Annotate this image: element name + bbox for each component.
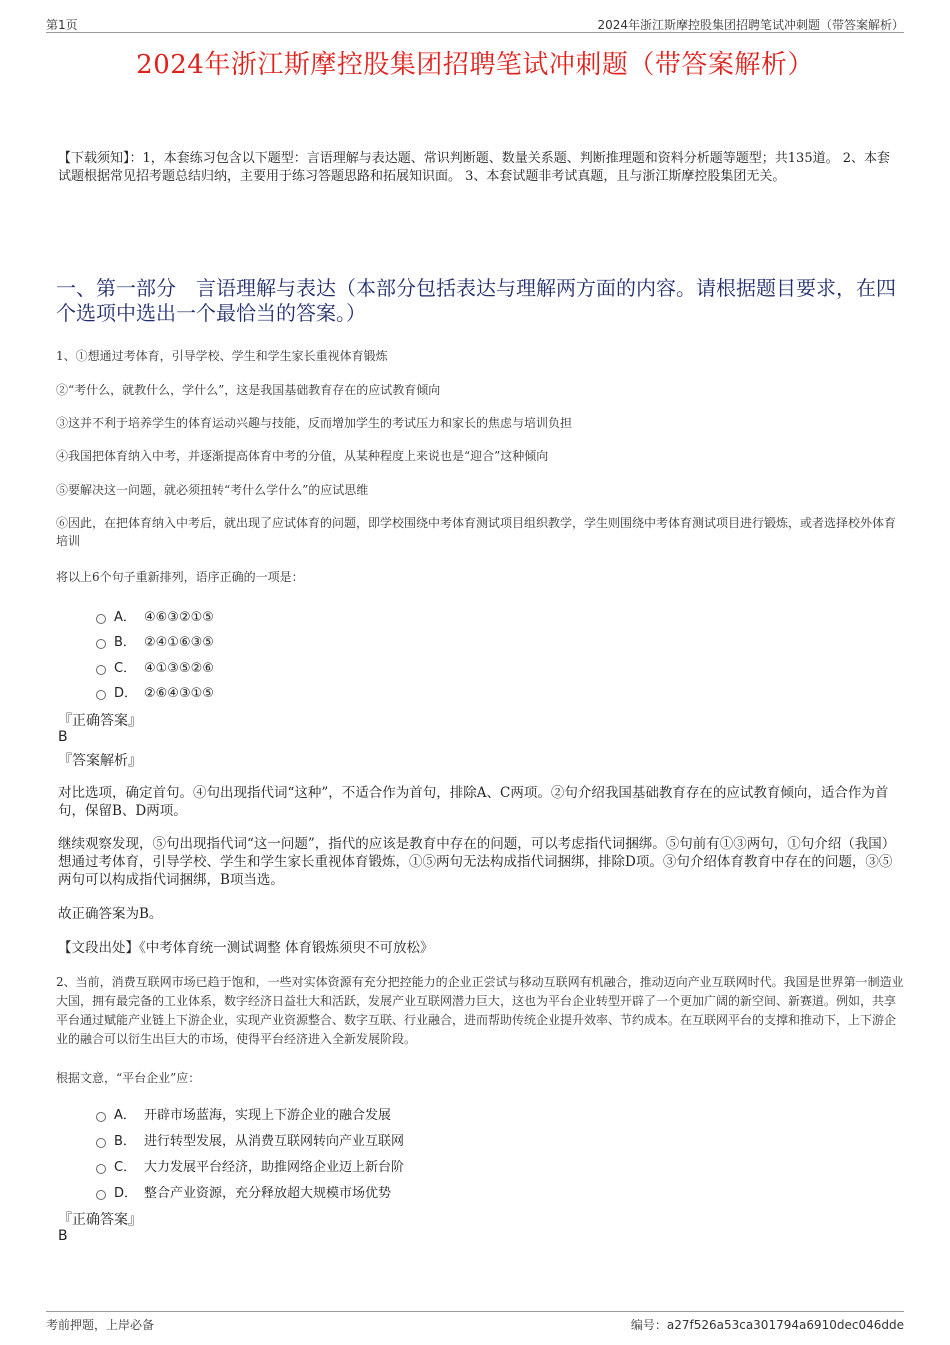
radio-icon[interactable] [96,614,106,624]
q1-option-b[interactable] [96,631,214,650]
q1-analysis-1: 对比选项，确定首句。④句出现指代词“这种”，不适合作为首句，排除A、C两项。②句介绍我国基础教育存在的应试教育倾向，适合作为首句，保留B、D两项。 [58,785,889,819]
q1-source: 【文段出处】《中考体育统一测试调整 体育锻炼须臾不可放松》 [58,940,434,956]
page-number: 第1页 [46,18,78,32]
option-letter: D． [114,1186,138,1201]
q1-option-c[interactable] [96,657,214,676]
q1-correct-label: 『正确答案』 [58,713,142,729]
q1-option-d[interactable] [96,682,214,701]
footer-slogan: 考前押题，上岸必备 [46,1318,155,1332]
q1-line-6: ⑥因此，在把体育纳入中考后，就出现了应试体育的问题，即学校围绕中考体育测试项目组织教学，学生则围绕中考体育测试项目进行锻炼，或者选择校外体育培训 [56,516,897,548]
q1-line-4: ④我国把体育纳入中考，并逐渐提高体育中考的分值，从某种程度上来说也是“迎合”这种倾向 [56,449,549,463]
header-doc-title: 2024年浙江斯摩控股集团招聘笔试冲刺题（带答案解析） [597,18,904,32]
q2-option-a[interactable] [96,1104,391,1123]
radio-icon[interactable] [96,1164,106,1174]
download-notice: 【下载须知】：1，本套练习包含以下题型：言语理解与表达题、常识判断题、数量关系题、判断推理题和资料分析题等题型；共135道。 2、本套试题根据常见招考题总结归纳，主要用于练习答题思路和拓展知识面。 3、本套试题非考试真题，且与浙江斯摩控股集团无关。 [58,151,890,184]
section-title: 一、第一部分 言语理解与表达（本部分包括表达与理解两方面的内容。请根据题目要求，在四个选项中选出一个最恰当的答案。） [56,276,896,325]
option-letter: B． [114,1134,136,1149]
q2-question: 根据文意，“平台企业”应： [56,1071,201,1085]
option-text: ④①③⑤②⑥ [144,661,214,676]
q1-analysis-2: 继续观察发现，⑤句出现指代词“这一问题”，指代的应该是教育中存在的问题，可以考虑指代词捆绑。⑤句前有①③两句，①句介绍（我国）想通过考体育，引导学校、学生和学生家长重视体育锻炼，①⑤两句无法构成指代词捆绑，排除D项。③句介绍体育教育中存在的问题，③⑤两句可以构成指代词捆绑，B项当选。 [58,836,893,888]
radio-icon[interactable] [96,1190,106,1200]
q1-question: 将以上6个句子重新排列，语序正确的一项是： [56,570,304,584]
q2-option-b[interactable] [96,1130,404,1149]
option-text: ②④①⑥③⑤ [144,635,214,650]
radio-icon[interactable] [96,639,106,649]
option-text: 进行转型发展，从消费互联网转向产业互联网 [144,1134,405,1149]
q2-stem: 2、当前，消费互联网市场已趋于饱和，一些对实体资源有充分把控能力的企业正尝试与移动互联网有机融合，推动迈向产业互联网时代。我国是世界第一制造业大国，拥有最完备的工业体系，数字经济日益壮大和活跃，发展产业互联网潜力巨大，这也为平台企业转型开辟了一个更加广阔的新空间、新赛道。例如，共享平台通过赋能产业链上下游企业，实现产业资源整合、数字互联、行业融合，进而帮助传统企业提升效率、节约成本。在互联网平台的支撑和推动下，上下游企业的融合可以衍生出巨大的市场，使得平台经济进入全新发展阶段。 [56,975,904,1046]
option-letter: D． [114,686,138,701]
option-letter: C． [114,661,137,676]
q2-option-d[interactable] [96,1182,391,1201]
q1-line-5: ⑤要解决这一问题，就必须扭转“考什么学什么”的应试思维 [56,483,369,497]
radio-icon[interactable] [96,1112,106,1122]
q1-answer: B [58,729,68,745]
option-text: ④⑥③②①⑤ [144,610,214,625]
q1-line-3: ③这并不利于培养学生的体育运动兴趣与技能，反而增加学生的考试压力和家长的焦虑与培训负担 [56,416,573,430]
option-text: 开辟市场蓝海，实现上下游企业的融合发展 [144,1108,392,1123]
q1-line-2: ②“考什么，就教什么，学什么”，这是我国基础教育存在的应试教育倾向 [56,383,441,397]
footer-serial: 编号：a27f526a53ca301794a6910dec046dde [630,1318,904,1332]
radio-icon[interactable] [96,690,106,700]
q2-correct-label: 『正确答案』 [58,1212,142,1228]
option-letter: C． [114,1160,137,1175]
page-footer [46,1311,904,1332]
q2-option-c[interactable] [96,1156,404,1175]
option-letter: A． [114,1108,136,1123]
option-text: 整合产业资源，充分释放超大规模市场优势 [144,1186,392,1201]
page-header [46,14,904,33]
option-letter: B． [114,635,136,650]
q1-analysis-3: 故正确答案为B。 [58,906,163,922]
radio-icon[interactable] [96,665,106,675]
q1-line-1: 1、①想通过考体育，引导学校、学生和学生家长重视体育锻炼 [56,349,388,363]
option-text: ②⑥④③①⑤ [144,686,214,701]
q1-option-a[interactable] [96,606,214,625]
radio-icon[interactable] [96,1138,106,1148]
option-letter: A． [114,610,136,625]
q1-analysis-label: 『答案解析』 [58,753,142,769]
q2-answer: B [58,1228,68,1244]
option-text: 大力发展平台经济，助推网络企业迈上新台阶 [144,1160,405,1175]
document-title: 2024年浙江斯摩控股集团招聘笔试冲刺题（带答案解析） [136,50,814,80]
